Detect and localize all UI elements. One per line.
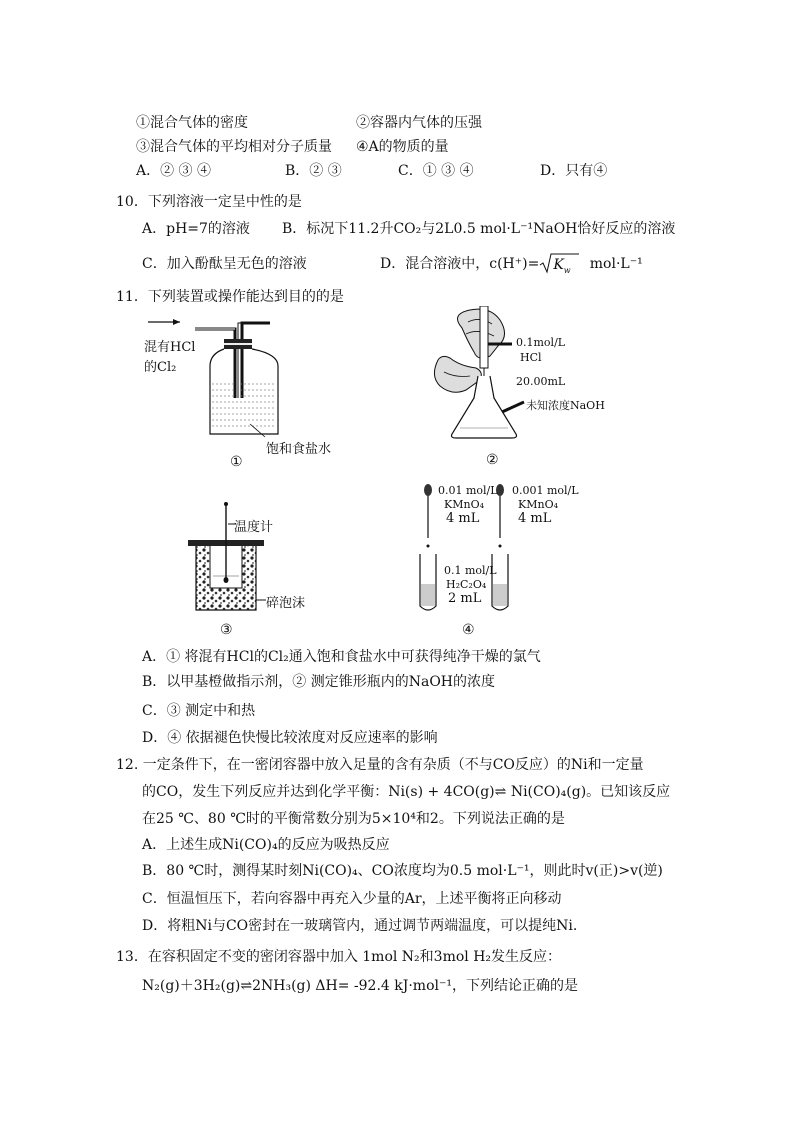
fig4-tube-volume: 2 mL xyxy=(448,591,482,606)
q9-choice-a: A．② ③ ④ xyxy=(136,163,212,179)
q11-stem: 11．下列装置或操作能达到目的的是 xyxy=(116,289,344,305)
fig3-label-foam: 碎泡沫 xyxy=(266,596,306,611)
q9-option-4: ④A的物质的量 xyxy=(356,139,449,155)
fig3-label-thermometer: 温度计 xyxy=(234,520,274,535)
q9-option-2: ②容器内气体的压强 xyxy=(356,115,482,131)
fig4-left-volume: 4 mL xyxy=(446,511,480,526)
kw-k: K xyxy=(553,257,564,273)
fig4-left-reagent: KMnO₄ xyxy=(444,498,484,511)
fig2-label-naoh: 未知浓度NaOH xyxy=(526,399,605,412)
fig2-label-conc: 0.1mol/L xyxy=(516,336,566,349)
fig4-tube-conc: 0.1 mol/L xyxy=(444,564,497,577)
figure-1-gas-wash-bottle xyxy=(140,312,360,472)
fig4-right-volume: 4 mL xyxy=(518,511,552,526)
q10-stem: 10．下列溶液一定呈中性的是 xyxy=(116,194,302,210)
q10-choice-a: A．pH=7的溶液 xyxy=(142,221,250,237)
fig4-tube-reagent: H₂C₂O₄ xyxy=(446,578,487,591)
sqrt-kw-formula xyxy=(539,255,579,273)
fig4-right-conc: 0.001 mol/L xyxy=(512,484,579,497)
q12-stem-line-1: 12. 一定条件下，在一密闭容器中放入足量的含有杂质（不与CO反应）的Ni和一定量 xyxy=(116,757,644,773)
q11-choice-d: D．④ 依据褪色快慢比较浓度对反应速率的影响 xyxy=(142,730,438,746)
fig1-label-1: 混有HCl xyxy=(144,340,196,355)
figure-4-test-tubes xyxy=(410,480,590,642)
q9-choice-d: D．只有④ xyxy=(540,163,608,179)
q10-choice-b: B．标况下11.2升CO₂与2L0.5 mol·L⁻¹NaOH恰好反应的溶液 xyxy=(282,221,676,237)
q13-stem-line-2: N₂(g)＋3H₂(g)⇌2NH₃(g) ΔH= -92.4 kJ·mol⁻¹，下列结论正确的是 xyxy=(142,978,578,994)
q11-choice-a: A．① 将混有HCl的Cl₂通入饱和食盐水中可获得纯净干燥的氯气 xyxy=(142,649,541,665)
q12-choice-b: B．80 ℃时，测得某时刻Ni(CO)₄、CO浓度均为0.5 mol·L⁻¹，则此时v(正)>v(逆) xyxy=(142,863,663,879)
fig3-number: ③ xyxy=(220,622,233,638)
q10-choice-d-text: D．混合溶液中，c(H⁺)= xyxy=(380,256,540,272)
q10-choice-c: C．加入酚酞呈无色的溶液 xyxy=(142,256,307,272)
fig4-right-reagent: KMnO₄ xyxy=(518,498,558,511)
q10-choice-d xyxy=(380,255,643,273)
figure-2-titration xyxy=(420,306,640,472)
kw-sub: w xyxy=(563,265,571,275)
q12-stem-line-2: 的CO，发生下列反应并达到化学平衡：Ni(s) + 4CO(g)⇌ Ni(CO)₄(g)。已知该反应 xyxy=(142,784,671,800)
q10-choice-d-unit: mol·L⁻¹ xyxy=(589,256,643,272)
q12-choice-c: C．恒温恒压下，若向容器中再充入少量的Ar，上述平衡将正向移动 xyxy=(142,891,562,907)
q9-option-3: ③混合气体的平均相对分子质量 xyxy=(136,139,332,155)
test-tubes-drawing xyxy=(410,480,590,620)
q12-choice-d: D．将粗Ni与CO密封在一玻璃管内，通过调节两端温度，可以提纯Ni. xyxy=(142,918,578,934)
fig2-label-hcl: HCl xyxy=(520,351,542,364)
fig2-label-volume: 20.00mL xyxy=(516,375,566,388)
kw-symbol xyxy=(553,256,570,280)
titration-drawing xyxy=(420,306,640,472)
fig1-label-2: 的Cl₂ xyxy=(144,360,177,375)
q11-choice-b: B．以甲基橙做指示剂，② 测定锥形瓶内的NaOH的浓度 xyxy=(142,674,496,690)
q12-choice-a: A．上述生成Ni(CO)₄的反应为吸热反应 xyxy=(142,837,390,853)
fig1-label-brine: 饱和食盐水 xyxy=(266,442,332,457)
figure-3-calorimeter xyxy=(186,500,316,640)
fig4-number: ④ xyxy=(462,622,475,638)
fig1-number: ① xyxy=(230,454,243,470)
q13-stem-line-1: 13．在容积固定不变的密闭容器中加入 1mol N₂和3mol H₂发生反应： xyxy=(116,949,562,965)
fig4-left-conc: 0.01 mol/L xyxy=(438,484,498,497)
q9-choice-b: B．② ③ xyxy=(285,163,342,179)
q11-choice-c: C．③ 测定中和热 xyxy=(142,703,256,719)
q9-choice-c: C．① ③ ④ xyxy=(398,163,474,179)
q12-stem-line-3: 在25 ℃、80 ℃时的平衡常数分别为5×10⁴和2。下列说法正确的是 xyxy=(142,811,565,827)
fig2-number: ② xyxy=(486,452,499,468)
q9-option-1: ①混合气体的密度 xyxy=(136,115,248,131)
